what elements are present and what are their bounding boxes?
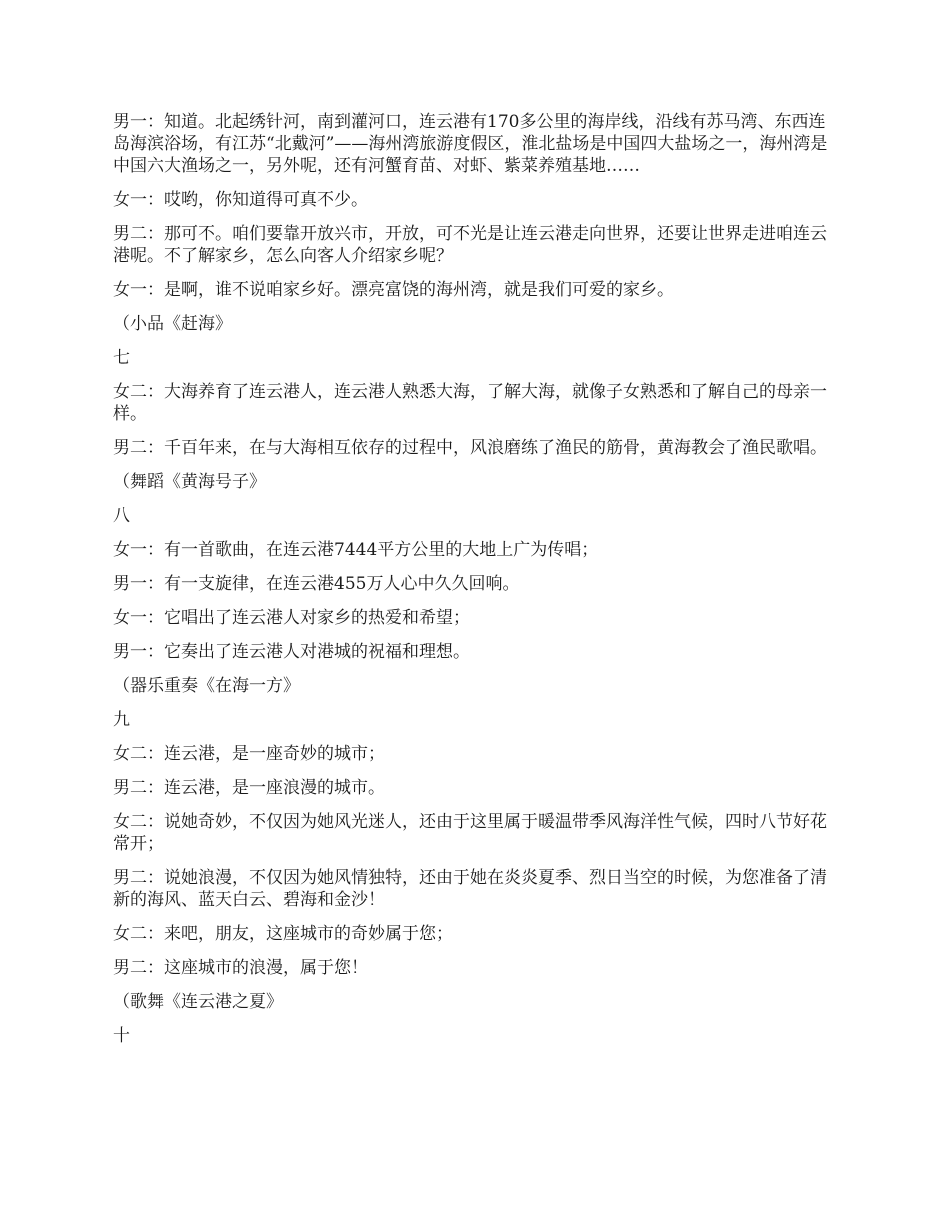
section-number: 八 — [113, 506, 130, 526]
paragraph: 男二：千百年来，在与大海相互依存的过程中，风浪磨练了渔民的筋骨，黄海教会了渔民歌唱。 — [113, 438, 827, 458]
paragraph: 男一：有一支旋律，在连云港455万人心中久久回响。 — [113, 574, 520, 594]
paragraph: 女一：有一首歌曲，在连云港7444平方公里的大地上广为传唱； — [113, 540, 599, 560]
document-body — [113, 111, 840, 1059]
paragraph: 男二：那可不。咱们要靠开放兴市，开放，可不光是让连云港走向世界，还要让世界走进咱连云港呢。不了解家乡，怎么向客人介绍家乡呢？ — [113, 224, 827, 266]
paragraph: 女二：连云港，是一座奇妙的城市； — [113, 744, 385, 764]
section-number: 十 — [113, 1026, 130, 1046]
paragraph: （舞蹈《黄海号子》 — [113, 472, 266, 492]
paragraph: 男二：说她浪漫，不仅因为她风情独特，还由于她在炎炎夏季、烈日当空的时候，为您准备了清新的海风、蓝天白云、碧海和金沙！ — [113, 868, 827, 910]
paragraph: （小品《赶海》 — [113, 314, 232, 334]
section-number: 九 — [113, 710, 130, 730]
paragraph: 女二：大海养育了连云港人，连云港人熟悉大海，了解大海，就像子女熟悉和了解自己的母亲一样。 — [113, 382, 827, 424]
paragraph: 男二：连云港，是一座浪漫的城市。 — [113, 778, 385, 798]
paragraph: （歌舞《连云港之夏》 — [113, 992, 283, 1012]
paragraph: 男一：它奏出了连云港人对港城的祝福和理想。 — [113, 642, 470, 662]
paragraph: （器乐重奏《在海一方》 — [113, 676, 300, 696]
paragraph: 女一：它唱出了连云港人对家乡的热爱和希望； — [113, 608, 470, 628]
paragraph: 男一：知道。北起绣针河，南到灌河口，连云港有170多公里的海岸线，沿线有苏马湾、东西连岛海滨浴场，有江苏“北戴河”——海州湾旅游度假区，淮北盐场是中国四大盐场之一，海州湾是中国六大渔场之一，另外呢，还有河蟹育苗、对虾、紫菜养殖基地…… — [113, 112, 828, 176]
paragraph: 女一：是啊，谁不说咱家乡好。漂亮富饶的海州湾，就是我们可爱的家乡。 — [113, 280, 674, 300]
paragraph: 女一：哎哟，你知道得可真不少。 — [113, 190, 368, 210]
paragraph: 女二：说她奇妙，不仅因为她风光迷人，还由于这里属于暖温带季风海洋性气候，四时八节好花常开； — [113, 812, 827, 854]
paragraph: 女二：来吧，朋友，这座城市的奇妙属于您； — [113, 924, 453, 944]
section-number: 七 — [113, 348, 130, 368]
paragraph: 男二：这座城市的浪漫，属于您！ — [113, 958, 368, 978]
